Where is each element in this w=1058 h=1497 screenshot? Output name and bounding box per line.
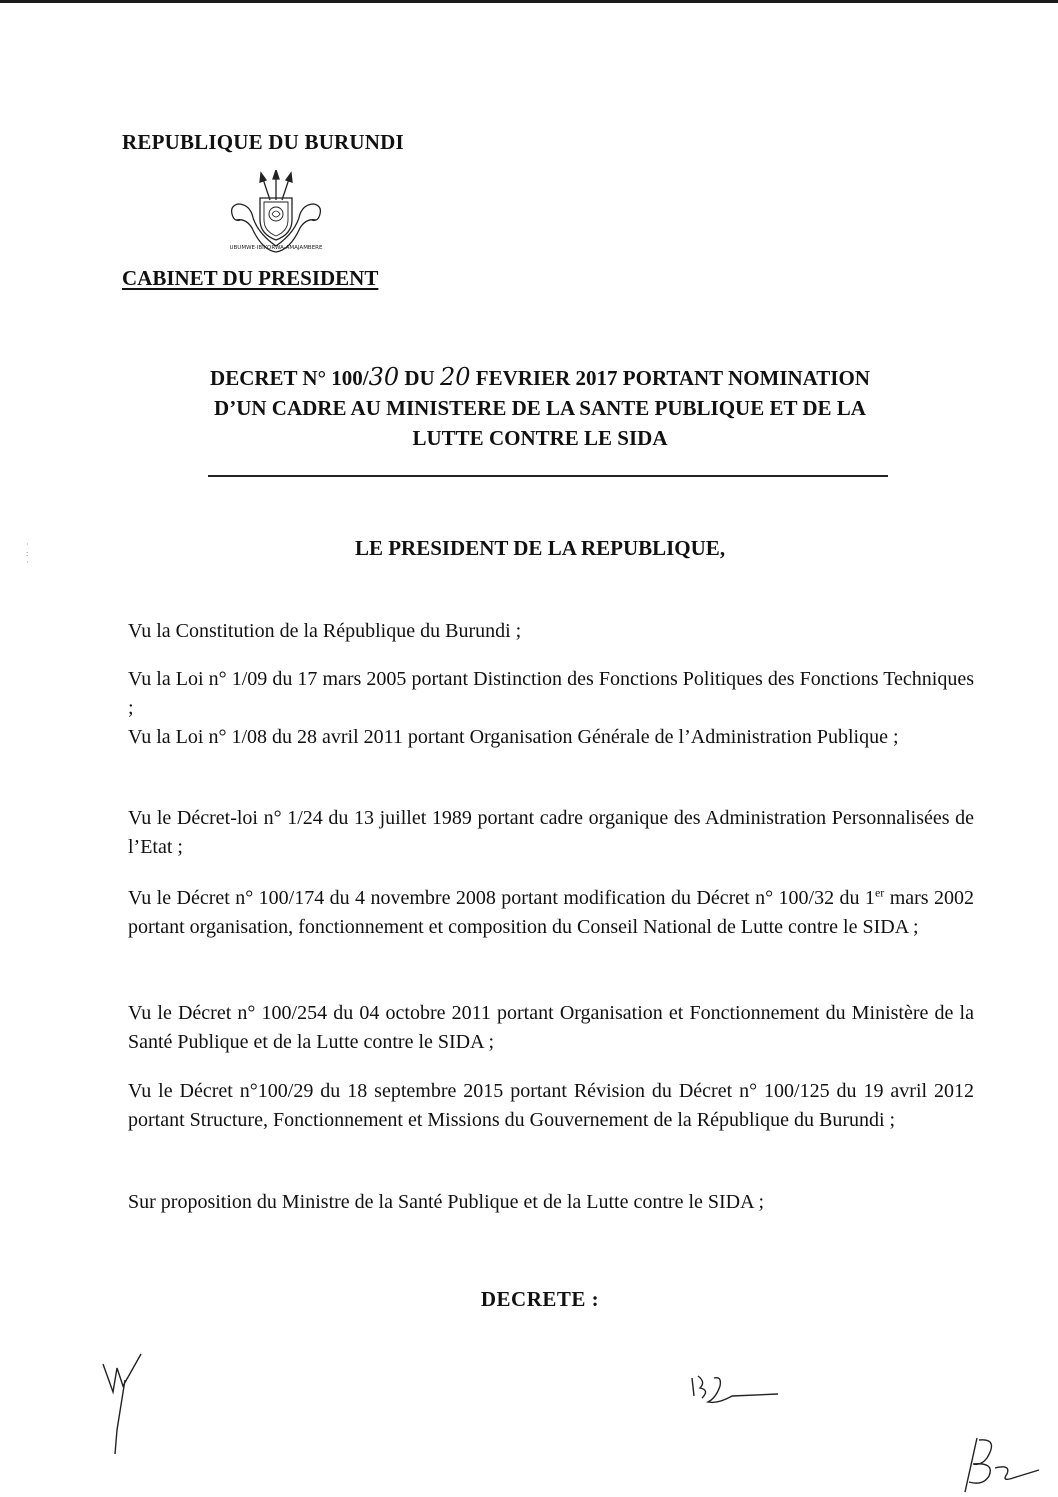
consideration-decret-100-174-part2: mars 2002 portant organisation, fonctionnement et composition du Conseil National de Lutte contre le SIDA ; (128, 887, 974, 938)
decree-title-line2: D’UN CADRE AU MINISTERE DE LA SANTE PUBLIQUE ET DE LA (214, 396, 866, 420)
cabinet-heading: CABINET DU PRESIDENT (122, 266, 379, 290)
decrete-heading: DECRETE : (480, 1287, 600, 1311)
decree-prefix: DECRET N° 100/ (210, 366, 369, 390)
decree-title (100, 362, 980, 453)
decree-title-line1 (100, 362, 980, 393)
decree-du: DU (399, 366, 440, 390)
svg-text:UBUMWE·IBIKORWA·AMAJAMBERE: UBUMWE·IBIKORWA·AMAJAMBERE (229, 245, 323, 251)
handwritten-day: 20 (439, 363, 471, 391)
coat-of-arms-icon (226, 170, 326, 260)
republic-heading: REPUBLIQUE DU BURUNDI (122, 130, 404, 154)
handwritten-initial-left (95, 1350, 155, 1460)
decree-title-rest: FEVRIER 2017 PORTANT NOMINATION (470, 366, 870, 390)
decree-title-line3: LUTTE CONTRE LE SIDA (412, 426, 668, 450)
page-top-edge (0, 0, 1058, 3)
consideration-decret-loi-1-24: Vu le Décret-loi n° 1/24 du 13 juillet 1989 portant cadre organique des Administration Personnalisées de l’Etat ; (128, 807, 974, 858)
handwritten-signature (955, 1430, 1045, 1497)
consideration-decret-100-174-part1: Vu le Décret n° 100/174 du 4 novembre 2008 portant modification du Décret n° 100/32 du 1 (128, 887, 875, 909)
consideration-decret-100-254: Vu le Décret n° 100/254 du 04 octobre 2011 portant Organisation et Fonctionnement du Ministère de la Santé Publique et de la Lutte contre le SIDA ; (128, 1002, 974, 1053)
consideration-constitution: Vu la Constitution de la République du Burundi ; (128, 620, 522, 642)
handwritten-decree-number: 30 (368, 363, 400, 391)
consideration-superscript: er (874, 885, 885, 900)
consideration-proposition: Sur proposition du Ministre de la Santé Publique et de la Lutte contre le SIDA ; (128, 1191, 765, 1213)
handwritten-initial-center (688, 1368, 788, 1408)
consideration-loi-1-08: Vu la Loi n° 1/08 du 28 avril 2011 portant Organisation Générale de l’Administration Publique ; (128, 726, 899, 748)
title-divider (208, 475, 888, 477)
president-heading: LE PRESIDENT DE LA REPUBLIQUE, (354, 536, 726, 560)
consideration-loi-1-09: Vu la Loi n° 1/09 du 17 mars 2005 portant Distinction des Fonctions Politiques des Fonctions Techniques ; (128, 668, 974, 719)
consideration-decret-100-29: Vu le Décret n°100/29 du 18 septembre 2015 portant Révision du Décret n° 100/125 du 19 avril 2012 portant Structure, Fonctionnement et Missions du Gouvernement de la République du Burundi ; (128, 1080, 974, 1131)
consideration-decret-100-174 (128, 884, 974, 942)
scan-specks: · : · (26, 540, 29, 567)
